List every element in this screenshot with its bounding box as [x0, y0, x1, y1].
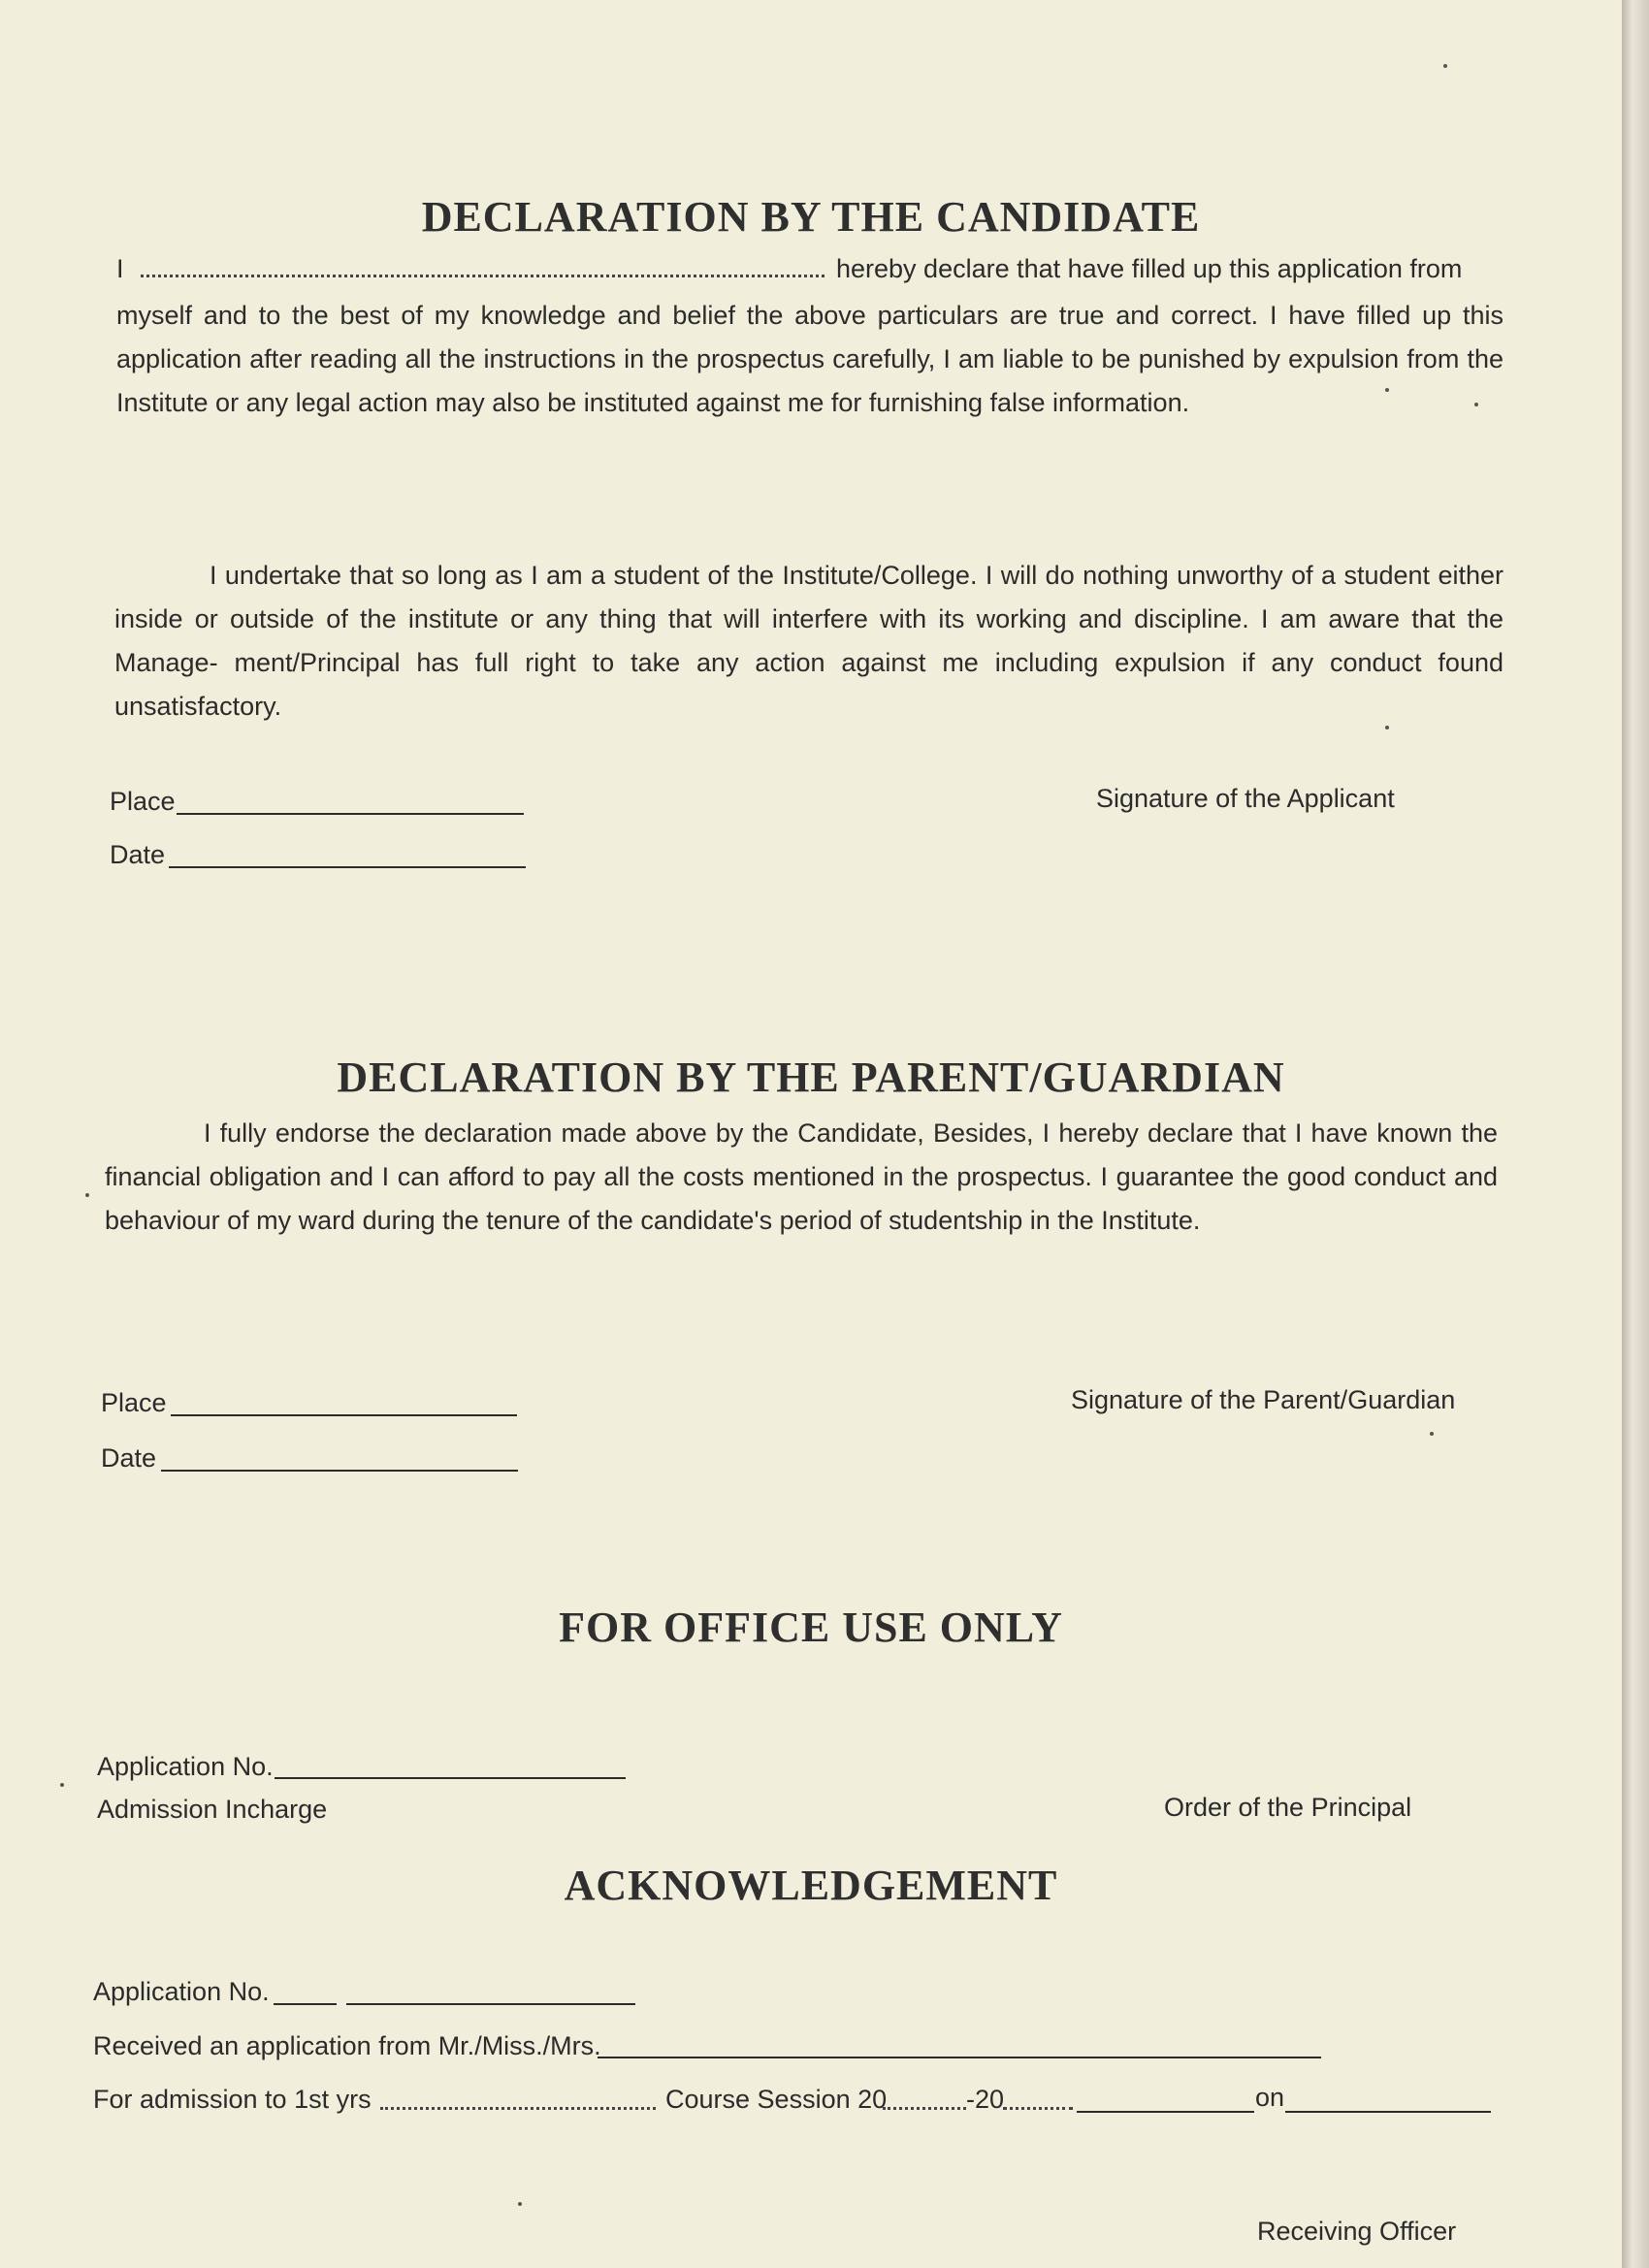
parent-date-label: Date — [101, 1443, 157, 1473]
parent-date-field[interactable] — [161, 1470, 518, 1472]
ack-session-end-field[interactable] — [1003, 2107, 1073, 2110]
ack-received-name-field[interactable] — [598, 2057, 1321, 2058]
ack-received-label: Received an application from Mr./Miss./Mrs. — [93, 2031, 601, 2060]
candidate-place-label: Place — [110, 787, 176, 816]
candidate-date-label: Date — [110, 840, 166, 869]
acknowledgement-heading: ACKNOWLEDGEMENT — [564, 1862, 1058, 1909]
office-application-no-field[interactable] — [275, 1777, 626, 1779]
paper-speck — [1385, 726, 1389, 729]
ack-application-no-field-b[interactable] — [346, 2003, 635, 2005]
ack-on-label: on — [1255, 2083, 1285, 2112]
ack-admission-dotted-field[interactable] — [380, 2107, 656, 2110]
candidate-paragraph-2: I undertake that so long as I am a student of the Institute/College. I will do nothing unworthy of a student either inside or outside of the institute or any thing that will interfere with its working and discipline. I am aware that the Manage- ment/Principal has full right to take any action against me including expulsion if any conduct found unsatisfactory. — [114, 561, 1504, 721]
candidate-date-field[interactable] — [169, 866, 526, 868]
ack-session-mid: -20 — [966, 2085, 1005, 2114]
admission-incharge-label: Admission Incharge — [97, 1795, 328, 1824]
candidate-prefix: I — [116, 254, 124, 283]
principal-order-label: Order of the Principal — [1164, 1793, 1412, 1822]
paper-speck — [1474, 403, 1478, 406]
parent-signature-label: Signature of the Parent/Guardian — [1071, 1385, 1456, 1414]
ack-application-no-field-a[interactable] — [274, 2003, 337, 2005]
candidate-heading: DECLARATION BY THE CANDIDATE — [421, 193, 1201, 241]
parent-heading: DECLARATION BY THE PARENT/GUARDIAN — [337, 1053, 1285, 1101]
candidate-line1-tail: hereby declare that have filled up this application from — [836, 254, 1463, 283]
ack-session-start-field[interactable] — [883, 2107, 966, 2110]
parent-place-field[interactable] — [171, 1414, 517, 1416]
page-edge — [1622, 0, 1649, 2268]
office-application-no-label: Application No. — [97, 1752, 274, 1781]
office-heading: FOR OFFICE USE ONLY — [559, 1604, 1063, 1651]
parent-place-label: Place — [101, 1388, 167, 1417]
candidate-paragraph-1: myself and to the best of my knowledge and belief the above particulars are true and correct. I have filled up this application after reading all the instructions in the prospectus carefully, I am liable to be punished by expulsion from the Institute or any legal action may also be instituted against me for furnishing false information. — [116, 301, 1504, 417]
paper-speck — [1443, 64, 1447, 68]
ack-admission-label: For admission to 1st yrs — [93, 2085, 372, 2114]
ack-session-label: Course Session 20 — [665, 2085, 888, 2114]
parent-paragraph: I fully endorse the declaration made above by the Candidate, Besides, I hereby declare that I have known the financial obligation and I can afford to pay all the costs mentioned in the prospectus. I guarantee the good conduct and behaviour of my ward during the tenure of the candidate's period of studentship in the Institute. — [105, 1118, 1498, 1235]
ack-application-no-label: Application No. — [93, 1977, 270, 2006]
paper-speck — [1430, 1432, 1434, 1436]
paper-speck — [60, 1783, 64, 1787]
candidate-place-field[interactable] — [177, 813, 524, 815]
ack-on-date-field[interactable] — [1285, 2111, 1491, 2113]
ack-session-extra-field[interactable] — [1077, 2111, 1254, 2113]
applicant-signature-label: Signature of the Applicant — [1096, 784, 1395, 813]
paper-speck — [1385, 388, 1389, 392]
receiving-officer-label: Receiving Officer — [1257, 2217, 1457, 2246]
candidate-name-dotted-line[interactable] — [141, 275, 824, 277]
paper-speck — [518, 2202, 522, 2206]
paper-speck — [85, 1193, 89, 1197]
